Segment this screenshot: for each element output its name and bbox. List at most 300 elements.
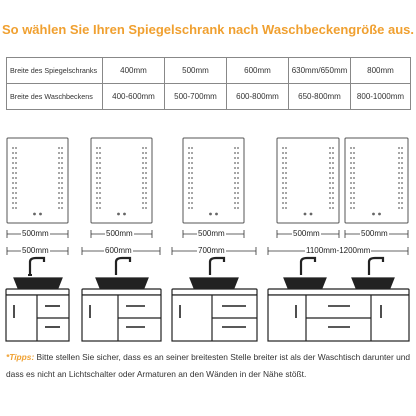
led-dot xyxy=(398,207,400,209)
tips-note xyxy=(6,349,412,383)
led-dot xyxy=(142,157,144,159)
led-dot xyxy=(58,207,60,209)
led-dot xyxy=(329,187,331,189)
led-dot xyxy=(188,152,190,154)
led-dot xyxy=(61,167,63,169)
led-dot xyxy=(96,197,98,199)
led-dot xyxy=(332,152,334,154)
led-dot xyxy=(96,192,98,194)
touch-sensor-icon xyxy=(33,213,36,216)
led-dot xyxy=(99,172,101,174)
led-dot xyxy=(191,152,193,154)
led-dot xyxy=(234,192,236,194)
led-dot xyxy=(329,167,331,169)
led-dot xyxy=(350,192,352,194)
led-dot xyxy=(61,192,63,194)
led-dot xyxy=(285,167,287,169)
led-dot xyxy=(188,197,190,199)
led-dot xyxy=(142,197,144,199)
led-dot xyxy=(191,172,193,174)
led-dot xyxy=(350,197,352,199)
mirror-width-label: 500mm xyxy=(106,229,133,238)
led-dot xyxy=(237,202,239,204)
led-dot xyxy=(96,152,98,154)
led-dot xyxy=(329,147,331,149)
led-dot xyxy=(12,172,14,174)
led-dot xyxy=(96,147,98,149)
led-dot xyxy=(96,207,98,209)
vanity-unit xyxy=(268,258,409,341)
mirror-cabinet xyxy=(91,138,152,223)
led-dot xyxy=(12,177,14,179)
led-dot xyxy=(398,157,400,159)
led-dot xyxy=(401,192,403,194)
led-dot xyxy=(234,197,236,199)
led-dot xyxy=(96,187,98,189)
touch-sensor-icon xyxy=(215,213,218,216)
led-dot xyxy=(96,162,98,164)
mirror-cabinet xyxy=(345,138,408,223)
led-dot xyxy=(282,177,284,179)
led-dot xyxy=(285,172,287,174)
led-dot xyxy=(332,172,334,174)
touch-sensor-icon xyxy=(372,213,375,216)
led-dot xyxy=(282,197,284,199)
led-dot xyxy=(282,202,284,204)
led-dot xyxy=(99,167,101,169)
led-dot xyxy=(332,192,334,194)
led-dot xyxy=(285,177,287,179)
led-dot xyxy=(58,157,60,159)
led-dot xyxy=(332,177,334,179)
led-dot xyxy=(12,207,14,209)
mirror-width-label: 500mm xyxy=(361,229,388,238)
led-dot xyxy=(188,172,190,174)
led-dot xyxy=(58,162,60,164)
led-dot xyxy=(58,147,60,149)
led-dot xyxy=(353,172,355,174)
led-dot xyxy=(96,202,98,204)
led-dot xyxy=(99,187,101,189)
led-dot xyxy=(61,202,63,204)
led-dot xyxy=(398,152,400,154)
led-dot xyxy=(61,162,63,164)
led-dot xyxy=(332,162,334,164)
led-dot xyxy=(401,177,403,179)
mirror-width-label: 500mm xyxy=(293,229,320,238)
led-dot xyxy=(350,207,352,209)
led-dot xyxy=(99,197,101,199)
led-dot xyxy=(234,177,236,179)
led-dot xyxy=(350,187,352,189)
vanity-unit xyxy=(6,258,69,341)
led-dot xyxy=(61,182,63,184)
led-dot xyxy=(353,192,355,194)
led-dot xyxy=(237,157,239,159)
led-dot xyxy=(401,182,403,184)
led-dot xyxy=(191,202,193,204)
led-dot xyxy=(282,187,284,189)
led-dot xyxy=(12,157,14,159)
led-dot xyxy=(61,207,63,209)
led-dot xyxy=(188,187,190,189)
led-dot xyxy=(15,197,17,199)
led-dot xyxy=(285,197,287,199)
led-dot xyxy=(188,182,190,184)
basin-width-label: 700mm xyxy=(198,246,225,255)
led-dot xyxy=(96,177,98,179)
led-dot xyxy=(285,192,287,194)
led-dot xyxy=(99,177,101,179)
led-dot xyxy=(12,147,14,149)
led-dot xyxy=(237,177,239,179)
led-dot xyxy=(12,152,14,154)
led-dot xyxy=(191,197,193,199)
led-dot xyxy=(401,152,403,154)
led-dot xyxy=(353,167,355,169)
mirror-width-label: 500mm xyxy=(22,229,49,238)
led-dot xyxy=(353,197,355,199)
table-cell: 650-800mm xyxy=(289,84,351,110)
led-dot xyxy=(332,182,334,184)
led-dot xyxy=(191,182,193,184)
led-dot xyxy=(282,192,284,194)
touch-sensor-icon xyxy=(304,213,307,216)
led-dot xyxy=(96,172,98,174)
led-dot xyxy=(15,167,17,169)
led-dot xyxy=(12,192,14,194)
led-dot xyxy=(58,172,60,174)
led-dot xyxy=(99,162,101,164)
led-dot xyxy=(188,157,190,159)
led-dot xyxy=(15,207,17,209)
led-dot xyxy=(12,197,14,199)
led-dot xyxy=(12,202,14,204)
led-dot xyxy=(350,152,352,154)
led-dot xyxy=(142,147,144,149)
led-dot xyxy=(282,157,284,159)
led-dot xyxy=(15,162,17,164)
led-dot xyxy=(282,167,284,169)
led-dot xyxy=(329,177,331,179)
basin-width-label: 500mm xyxy=(22,246,49,255)
led-dot xyxy=(285,162,287,164)
touch-sensor-icon xyxy=(378,213,381,216)
led-dot xyxy=(12,162,14,164)
led-dot xyxy=(401,157,403,159)
led-dot xyxy=(61,177,63,179)
led-dot xyxy=(237,207,239,209)
led-dot xyxy=(332,197,334,199)
led-dot xyxy=(353,207,355,209)
led-dot xyxy=(58,202,60,204)
led-dot xyxy=(142,192,144,194)
led-dot xyxy=(329,182,331,184)
table-cell: 600-800mm xyxy=(227,84,289,110)
touch-sensor-icon xyxy=(310,213,313,216)
led-dot xyxy=(285,182,287,184)
led-dot xyxy=(398,172,400,174)
led-dot xyxy=(329,157,331,159)
led-dot xyxy=(145,167,147,169)
led-dot xyxy=(234,207,236,209)
led-dot xyxy=(401,207,403,209)
mirror-width-label: 500mm xyxy=(198,229,225,238)
led-dot xyxy=(350,157,352,159)
led-dot xyxy=(353,157,355,159)
led-dot xyxy=(15,187,17,189)
led-dot xyxy=(282,152,284,154)
led-dot xyxy=(398,202,400,204)
led-dot xyxy=(145,207,147,209)
led-dot xyxy=(61,172,63,174)
led-dot xyxy=(191,192,193,194)
led-dot xyxy=(398,192,400,194)
led-dot xyxy=(234,182,236,184)
led-dot xyxy=(142,187,144,189)
led-dot xyxy=(350,147,352,149)
led-dot xyxy=(332,157,334,159)
basin-width-label: 1100mm-1200mm xyxy=(306,246,371,255)
table-cell: 630mm/650mm xyxy=(289,58,351,84)
led-dot xyxy=(285,157,287,159)
row-label: Breite des Spiegelschranks xyxy=(7,58,103,84)
led-dot xyxy=(188,202,190,204)
led-dot xyxy=(353,202,355,204)
led-dot xyxy=(329,162,331,164)
led-dot xyxy=(234,202,236,204)
led-dot xyxy=(61,157,63,159)
led-dot xyxy=(353,152,355,154)
led-dot xyxy=(332,187,334,189)
led-dot xyxy=(58,197,60,199)
led-dot xyxy=(285,207,287,209)
led-dot xyxy=(58,187,60,189)
led-dot xyxy=(99,147,101,149)
led-dot xyxy=(191,207,193,209)
led-dot xyxy=(142,182,144,184)
led-dot xyxy=(332,147,334,149)
led-dot xyxy=(350,202,352,204)
led-dot xyxy=(188,207,190,209)
led-dot xyxy=(237,167,239,169)
led-dot xyxy=(329,207,331,209)
led-dot xyxy=(401,197,403,199)
table-cell: 500-700mm xyxy=(165,84,227,110)
led-dot xyxy=(401,147,403,149)
led-dot xyxy=(282,147,284,149)
led-dot xyxy=(145,147,147,149)
led-dot xyxy=(350,162,352,164)
led-dot xyxy=(398,162,400,164)
led-dot xyxy=(282,162,284,164)
led-dot xyxy=(237,147,239,149)
table-cell: 800-1000mm xyxy=(351,84,411,110)
led-dot xyxy=(285,152,287,154)
led-dot xyxy=(237,162,239,164)
led-dot xyxy=(188,192,190,194)
led-dot xyxy=(99,207,101,209)
led-dot xyxy=(398,177,400,179)
led-dot xyxy=(15,152,17,154)
led-dot xyxy=(329,197,331,199)
tips-text: Bitte stellen Sie sicher, dass es an seiner breitesten Stelle breiter ist als der Waschtisch darunter und dass es nicht an Lichtschalter oder Armaturen an den Wänden in der Nähe stößt. xyxy=(6,352,411,379)
led-dot xyxy=(12,167,14,169)
led-dot xyxy=(237,192,239,194)
led-dot xyxy=(353,162,355,164)
led-dot xyxy=(350,172,352,174)
led-dot xyxy=(234,162,236,164)
led-dot xyxy=(99,152,101,154)
led-dot xyxy=(15,202,17,204)
led-dot xyxy=(350,177,352,179)
led-dot xyxy=(398,187,400,189)
led-dot xyxy=(191,157,193,159)
led-dot xyxy=(237,197,239,199)
table-cell: 800mm xyxy=(351,58,411,84)
led-dot xyxy=(15,182,17,184)
led-dot xyxy=(145,157,147,159)
led-dot xyxy=(145,162,147,164)
led-dot xyxy=(237,152,239,154)
led-dot xyxy=(58,182,60,184)
led-dot xyxy=(234,152,236,154)
touch-sensor-icon xyxy=(209,213,212,216)
led-dot xyxy=(99,192,101,194)
led-dot xyxy=(99,202,101,204)
page-title: So wählen Sie Ihren Spiegelschrank nach Waschbeckengröße aus. xyxy=(1,22,415,37)
table-cell: 400-600mm xyxy=(103,84,165,110)
led-dot xyxy=(142,177,144,179)
led-dot xyxy=(142,167,144,169)
led-dot xyxy=(234,147,236,149)
table-cell: 600mm xyxy=(227,58,289,84)
led-dot xyxy=(61,147,63,149)
led-dot xyxy=(350,167,352,169)
led-dot xyxy=(142,162,144,164)
mirror-cabinet xyxy=(277,138,339,223)
led-dot xyxy=(188,167,190,169)
led-dot xyxy=(145,177,147,179)
tips-label: *Tipps: xyxy=(6,352,35,362)
table-cell: 400mm xyxy=(103,58,165,84)
led-dot xyxy=(96,157,98,159)
led-dot xyxy=(237,172,239,174)
touch-sensor-icon xyxy=(123,213,126,216)
led-dot xyxy=(15,192,17,194)
led-dot xyxy=(15,172,17,174)
led-dot xyxy=(15,147,17,149)
led-dot xyxy=(191,187,193,189)
led-dot xyxy=(401,187,403,189)
led-dot xyxy=(12,187,14,189)
led-dot xyxy=(142,172,144,174)
led-dot xyxy=(332,202,334,204)
table-cell: 500mm xyxy=(165,58,227,84)
led-dot xyxy=(142,202,144,204)
led-dot xyxy=(237,182,239,184)
led-dot xyxy=(353,187,355,189)
led-dot xyxy=(15,177,17,179)
led-dot xyxy=(285,202,287,204)
led-dot xyxy=(329,172,331,174)
led-dot xyxy=(398,182,400,184)
led-dot xyxy=(282,207,284,209)
led-dot xyxy=(332,167,334,169)
led-dot xyxy=(188,177,190,179)
led-dot xyxy=(99,182,101,184)
led-dot xyxy=(282,172,284,174)
mirror-cabinet xyxy=(183,138,244,223)
vanity-unit xyxy=(172,258,257,341)
led-dot xyxy=(234,187,236,189)
led-dot xyxy=(398,197,400,199)
led-dot xyxy=(145,202,147,204)
led-dot xyxy=(285,187,287,189)
led-dot xyxy=(401,167,403,169)
led-dot xyxy=(329,202,331,204)
led-dot xyxy=(353,182,355,184)
led-dot xyxy=(329,192,331,194)
touch-sensor-icon xyxy=(117,213,120,216)
led-dot xyxy=(145,152,147,154)
led-dot xyxy=(234,172,236,174)
led-dot xyxy=(401,162,403,164)
touch-sensor-icon xyxy=(39,213,42,216)
led-dot xyxy=(58,152,60,154)
led-dot xyxy=(353,147,355,149)
basin-width-label: 600mm xyxy=(105,246,132,255)
led-dot xyxy=(188,147,190,149)
led-dot xyxy=(234,167,236,169)
led-dot xyxy=(353,177,355,179)
led-dot xyxy=(145,182,147,184)
led-dot xyxy=(188,162,190,164)
led-dot xyxy=(61,152,63,154)
led-dot xyxy=(191,167,193,169)
led-dot xyxy=(145,197,147,199)
led-dot xyxy=(398,147,400,149)
led-dot xyxy=(282,182,284,184)
led-dot xyxy=(58,177,60,179)
led-dot xyxy=(145,172,147,174)
led-dot xyxy=(142,152,144,154)
led-dot xyxy=(15,157,17,159)
led-dot xyxy=(61,197,63,199)
led-dot xyxy=(61,187,63,189)
mirrors xyxy=(7,138,408,223)
led-dot xyxy=(401,202,403,204)
mirror-cabinet xyxy=(7,138,68,223)
led-dot xyxy=(332,207,334,209)
led-dot xyxy=(145,187,147,189)
led-dot xyxy=(99,157,101,159)
row-label: Breite des Waschbeckens xyxy=(7,84,103,110)
led-dot xyxy=(145,192,147,194)
led-dot xyxy=(191,147,193,149)
led-dot xyxy=(191,162,193,164)
led-dot xyxy=(237,187,239,189)
led-dot xyxy=(58,192,60,194)
led-dot xyxy=(234,157,236,159)
led-dot xyxy=(329,152,331,154)
led-dot xyxy=(285,147,287,149)
led-dot xyxy=(58,167,60,169)
led-dot xyxy=(350,182,352,184)
led-dot xyxy=(401,172,403,174)
led-dot xyxy=(96,182,98,184)
vanity-unit xyxy=(82,258,161,341)
